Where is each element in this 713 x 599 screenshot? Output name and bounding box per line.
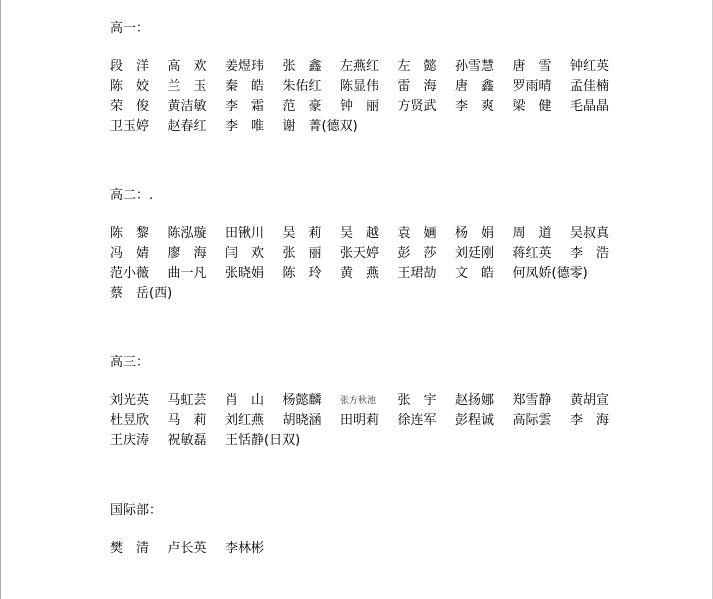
student-name: 樊 清 [110,541,150,556]
student-name: 左燕红 [340,59,380,74]
student-name: 黄洁敏 [167,99,207,114]
student-name: 冯 婧 [110,246,150,261]
name-row [110,57,628,77]
student-name: 杨懿麟 [282,393,322,408]
student-name: 刘红燕 [225,413,265,428]
name-list [110,57,628,137]
student-name: 文 皓 [455,266,495,281]
student-name: 杜昱欣 [110,413,150,428]
student-name: 肖 山 [225,393,265,408]
name-row [110,77,628,97]
left-border [0,0,1,599]
student-name: 王恬静(日双) [225,433,301,448]
student-name: 陈泓璇 [167,226,207,241]
student-name: 朱佑红 [282,79,322,94]
student-name: 陈 黎 [110,226,150,241]
name-row [110,391,628,411]
name-row [110,284,628,304]
student-name: 兰 玉 [167,79,207,94]
student-name: 彭程诚 [455,413,495,428]
student-name: 王珺劼 [397,266,437,281]
student-name: 段 洋 [110,59,150,74]
section-heading: 高一： [110,21,150,36]
student-name: 赵春红 [167,119,207,134]
student-name: 田明莉 [340,413,380,428]
student-name: 赵扬娜 [455,393,495,408]
student-name: 张天婷 [340,246,380,261]
student-name: 李 霜 [225,99,265,114]
student-name: 曲一凡 [167,266,207,281]
student-name: 钟 丽 [340,99,380,114]
student-name: 唐 雪 [512,59,552,74]
student-name: 谢 菁(德双) [282,119,358,134]
student-name: 吴 莉 [282,226,322,241]
student-name: 方贤武 [397,99,437,114]
student-name: 雷 海 [397,79,437,94]
student-name: 刘廷刚 [455,246,495,261]
student-name: 蒋红英 [512,246,552,261]
student-name: 孙雪慧 [455,59,495,74]
student-name: 陈 玲 [282,266,322,281]
student-name: 黄 燕 [340,266,380,281]
name-list [110,539,283,559]
student-name: 廖 海 [167,246,207,261]
student-name: 荣 俊 [110,99,150,114]
student-name: 何凤娇(德零) [512,266,588,281]
student-name: 姜煜玮 [225,59,265,74]
student-name: 闫 欢 [225,246,265,261]
section-heading: 高三： [110,355,150,370]
student-name: 袁 婳 [397,226,437,241]
student-name: 秦 皓 [225,79,265,94]
student-name: 毛晶晶 [570,99,610,114]
student-name: 马 莉 [167,413,207,428]
student-name: 彭 莎 [397,246,437,261]
student-name: 唐 鑫 [455,79,495,94]
student-name: 张晓娟 [225,266,265,281]
student-name: 王庆涛 [110,433,150,448]
student-name: 徐连军 [397,413,437,428]
student-name: 李 唯 [225,119,265,134]
name-row [110,117,628,137]
student-name: 张方秋池 [340,396,377,406]
student-name: 高际雲 [512,413,552,428]
name-row [110,97,628,117]
student-name: 刘光英 [110,393,150,408]
student-name: 范 豪 [282,99,322,114]
student-name: 张 丽 [282,246,322,261]
name-row [110,539,283,559]
student-name: 张 鑫 [282,59,322,74]
name-row [110,244,628,264]
student-name: 周 道 [512,226,552,241]
section-heading: 高二：. [110,188,154,203]
student-name: 吴叔真 [570,226,610,241]
student-name: 李林彬 [225,541,265,556]
student-name: 马虹芸 [167,393,207,408]
name-list [110,391,628,451]
student-name: 陈 姣 [110,79,150,94]
student-name: 蔡 岳(西) [110,286,173,301]
student-name: 李 爽 [455,99,495,114]
student-name: 张 宇 [397,393,437,408]
student-name: 吴 越 [340,226,380,241]
student-name: 李 浩 [570,246,610,261]
student-name: 卢长英 [167,541,207,556]
student-name: 梁 健 [512,99,552,114]
name-row [110,264,628,284]
name-list [110,224,628,304]
student-name: 李 海 [570,413,610,428]
name-row [110,431,628,451]
section-heading: 国际部： [110,503,163,518]
student-name: 田锹川 [225,226,265,241]
name-row [110,411,628,431]
student-name: 左 懿 [397,59,437,74]
student-name: 罗雨晴 [512,79,552,94]
student-name: 黄胡宣 [570,393,610,408]
student-name: 卫玉婷 [110,119,150,134]
student-name: 陈显伟 [340,79,380,94]
student-name: 杨 娟 [455,226,495,241]
student-name: 祝敏磊 [167,433,207,448]
student-name: 范小薇 [110,266,150,281]
student-name: 钟红英 [570,59,610,74]
student-name: 郑雪静 [512,393,552,408]
student-name: 孟佳楠 [570,79,610,94]
student-name: 胡晓涵 [282,413,322,428]
student-name: 高 欢 [167,59,207,74]
name-row [110,224,628,244]
